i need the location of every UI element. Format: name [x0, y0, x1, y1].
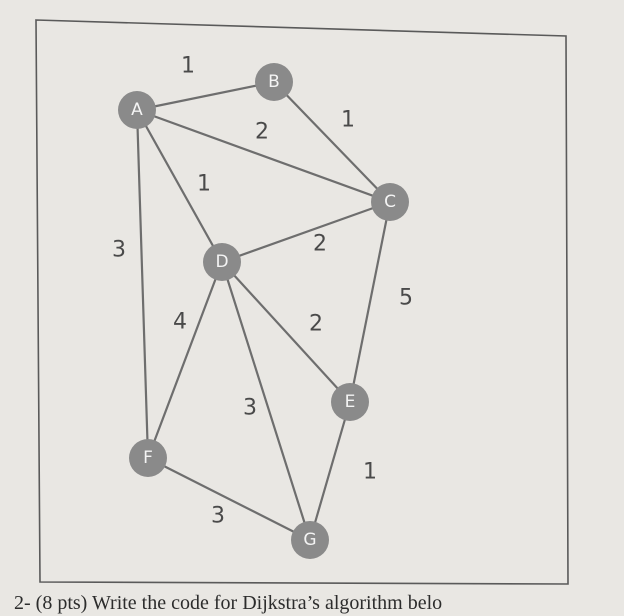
- weight-b-c: 1: [341, 107, 355, 133]
- node-f-label: F: [143, 448, 153, 468]
- edge-d-c: [222, 202, 390, 262]
- weight-d-g: 3: [243, 395, 257, 421]
- edge-d-g: [222, 262, 310, 540]
- node-a-label: A: [131, 100, 143, 120]
- question-text: 2- (8 pts) Write the code for Dijkstra’s algorithm belo: [14, 592, 443, 614]
- node-c: [371, 183, 409, 221]
- node-g: [291, 521, 329, 559]
- node-g-label: G: [303, 530, 317, 550]
- node-d-label: D: [215, 252, 229, 272]
- weight-f-g: 3: [211, 503, 225, 529]
- edge-c-e: [350, 202, 390, 402]
- edge-e-g: [310, 402, 350, 540]
- edge-d-e: [222, 262, 350, 402]
- weight-a-b: 1: [181, 53, 195, 79]
- weight-a-d: 1: [197, 171, 211, 197]
- edge-b-c: [274, 82, 390, 202]
- weight-d-f: 4: [173, 309, 187, 335]
- weight-a-c: 2: [255, 119, 269, 145]
- node-a: [118, 91, 156, 129]
- weight-d-c: 2: [313, 231, 327, 257]
- edge-f-g: [148, 458, 310, 540]
- weight-c-e: 5: [399, 285, 413, 311]
- node-b-label: B: [268, 72, 280, 92]
- node-e: [331, 383, 369, 421]
- weight-a-f: 3: [112, 237, 126, 263]
- edge-d-f: [148, 262, 222, 458]
- weight-e-g: 1: [363, 459, 377, 485]
- weight-d-e: 2: [309, 311, 323, 337]
- node-d: [203, 243, 241, 281]
- edge-a-b: [137, 82, 274, 110]
- node-b: [255, 63, 293, 101]
- node-c-label: C: [384, 192, 396, 212]
- diagram-frame: [36, 20, 568, 584]
- node-f: [129, 439, 167, 477]
- node-e-label: E: [344, 392, 356, 412]
- edge-a-f: [137, 110, 148, 458]
